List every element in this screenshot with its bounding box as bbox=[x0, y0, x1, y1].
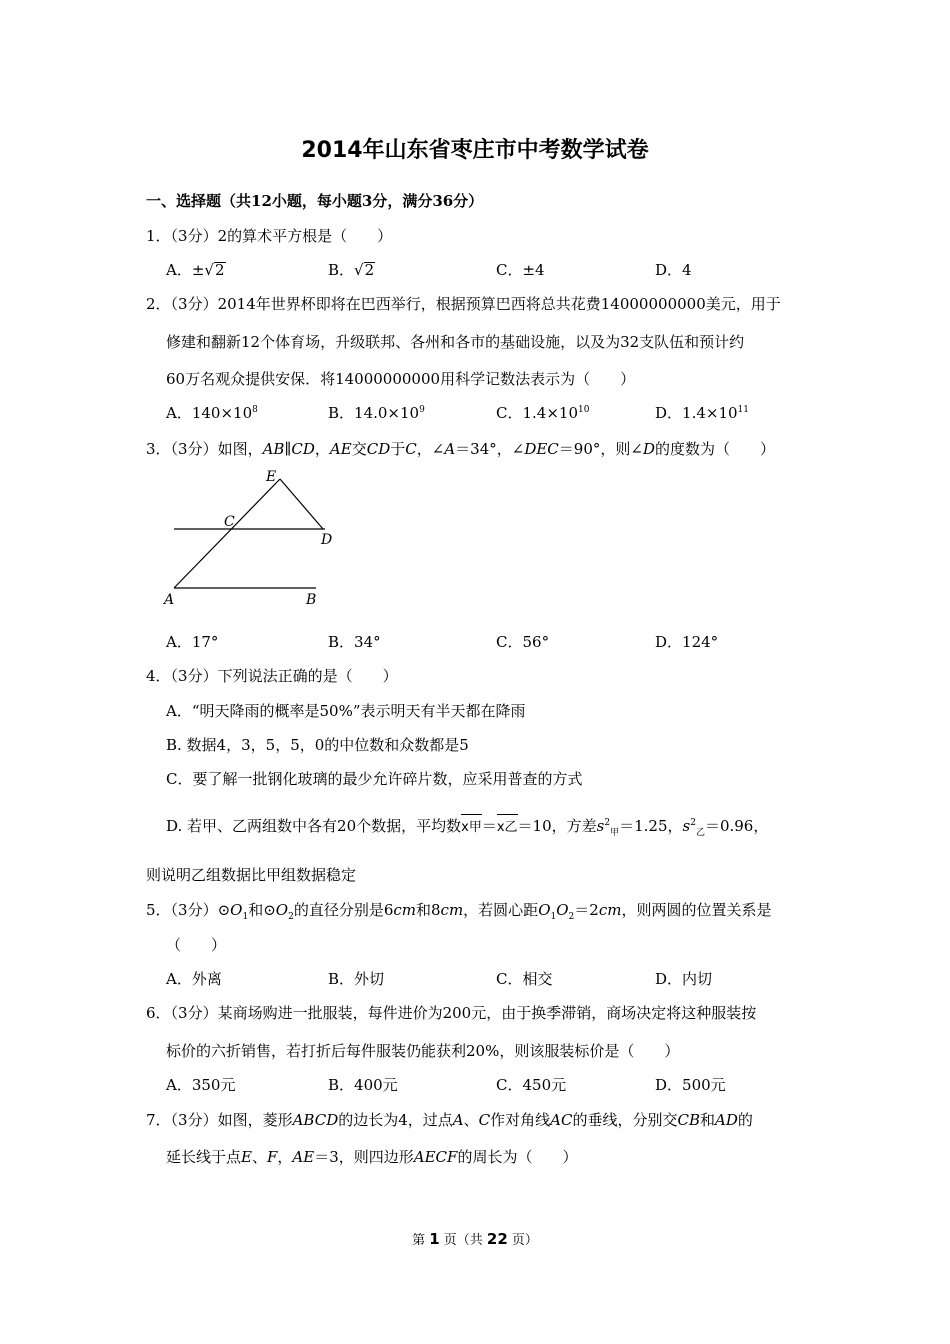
q2-line1: 2．（3分）2014年世界杯即将在巴西举行，根据预算巴西将总共花费14000000000美元，用于 bbox=[146, 295, 781, 313]
line-ae bbox=[174, 479, 280, 588]
q6-option-d: D．500元 bbox=[655, 1076, 726, 1094]
q6-line1: 6．（3分）某商场购进一批服装，每件进价为200元，由于换季滞销，商场决定将这种服装按 bbox=[146, 1004, 757, 1022]
q4-option-c: C．要了解一批钢化玻璃的最少允许碎片数，应采用普查的方式 bbox=[166, 770, 583, 788]
q6-option-a: A．350元 bbox=[166, 1076, 236, 1094]
q2-option-d: D．$1.4\times 10^{11}$ bbox=[655, 404, 749, 422]
q3-option-a: A．17° bbox=[166, 633, 219, 651]
q4-option-d: D. 若甲、乙两组数中各有20个数据，平均数x甲＝x乙＝10，方差$s^2_甲=1.25$，$s^2_乙=0.96$， bbox=[166, 814, 768, 838]
label-e: E bbox=[266, 469, 277, 485]
q5-option-c: C．相交 bbox=[496, 970, 553, 988]
q6-option-b: B．400元 bbox=[328, 1076, 398, 1094]
label-d: D bbox=[321, 532, 333, 548]
q2-option-a: A．$140\times 10^8$ bbox=[166, 404, 258, 422]
q5-stem: 5．（3分）$⊙O_1$和$⊙O_2$的直径分别是6cm和8cm，若圆心距$O_1O_2=2cm$，则两圆的位置关系是 bbox=[146, 901, 772, 922]
q1-option-c: C．±4 bbox=[496, 261, 545, 279]
q5-option-a: A．外离 bbox=[166, 970, 222, 988]
q5-option-b: B．外切 bbox=[328, 970, 385, 988]
line-ed bbox=[280, 479, 323, 529]
q1-option-b: B．√2 bbox=[328, 261, 375, 279]
page-total: 22 bbox=[486, 1230, 508, 1248]
label-a: A bbox=[164, 592, 175, 608]
label-b: B bbox=[306, 592, 317, 608]
page-title: 2014年山东省枣庄市中考数学试卷 bbox=[301, 138, 649, 163]
q3-figure bbox=[160, 462, 350, 612]
q3-option-b: B．34° bbox=[328, 633, 381, 651]
q3-stem: 3．（3分）如图，AB∥CD，AE交CD于C，∠A＝34°，∠DEC＝90°，则∠D的度数为（ ） bbox=[146, 440, 775, 458]
page-number: 1 bbox=[429, 1230, 440, 1248]
q6-line2: 标价的六折销售，若打折后每件服装仍能获利20%，则该服装标价是（ ） bbox=[166, 1042, 680, 1060]
page-footer: 第 1 页（共 22 页） bbox=[412, 1230, 538, 1248]
q1-option-a: A．±√2 bbox=[166, 261, 225, 279]
q7-line1: 7．（3分）如图，菱形ABCD的边长为4，过点A、C作对角线AC的垂线，分别交CB和AD的 bbox=[146, 1111, 753, 1129]
q2-option-c: C．$1.4\times 10^{10}$ bbox=[496, 404, 590, 422]
q4-stem: 4．（3分）下列说法正确的是（ ） bbox=[146, 667, 398, 685]
q5-line2: （ ） bbox=[166, 936, 227, 954]
q3-option-d: D．124° bbox=[655, 633, 719, 651]
q7-line2: 延长线于点E、F，AE＝3，则四边形AECF的周长为（ ） bbox=[166, 1148, 578, 1166]
q2-line2: 修建和翻新12个体育场，升级联邦、各州和各市的基础设施，以及为32支队伍和预计约 bbox=[166, 333, 745, 351]
q1-stem: 1．（3分）2的算术平方根是（ ） bbox=[146, 227, 393, 245]
q5-option-d: D．内切 bbox=[655, 970, 713, 988]
q4-option-d-line2: 则说明乙组数据比甲组数据稳定 bbox=[146, 866, 357, 884]
q4-option-b: B. 数据4，3，5，5，0的中位数和众数都是5 bbox=[166, 736, 469, 754]
q6-option-c: C．450元 bbox=[496, 1076, 567, 1094]
q4-option-a: A．“明天降雨的概率是50%”表示明天有半天都在降雨 bbox=[166, 702, 526, 720]
section-heading: 一、选择题（共12小题，每小题3分，满分36分） bbox=[146, 192, 484, 210]
q2-option-b: B．$14.0\times 10^9$ bbox=[328, 404, 425, 422]
q1-option-d: D．4 bbox=[655, 261, 692, 279]
label-c: C bbox=[224, 514, 235, 530]
q2-line3: 60万名观众提供安保．将14000000000用科学记数法表示为（ ） bbox=[166, 370, 636, 388]
q3-option-c: C．56° bbox=[496, 633, 550, 651]
